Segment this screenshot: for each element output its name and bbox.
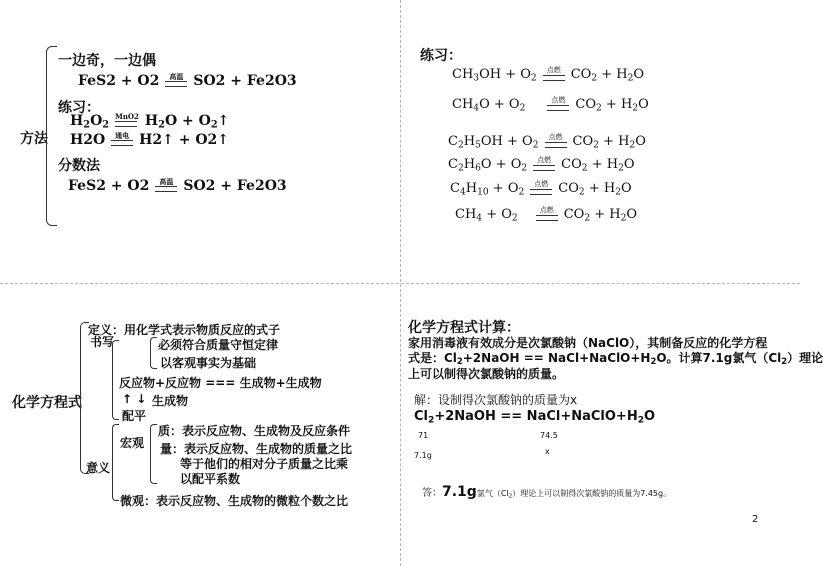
problem-line-1: 家用消毒液有效成分是次氯酸钠（NaClO），其制备反应的化学方程: [408, 336, 768, 350]
equation-4: FeS2 + O2 高温 SO2 + Fe2O3: [68, 177, 287, 194]
writing-brace: [112, 340, 119, 420]
practice-equation: $CH_4O + O_2$点燃 $CO_2 + H_2O$: [452, 96, 649, 114]
calc-equation: $Cl_2+2NaOH$ == $NaCl+NaClO+H_2O$: [414, 409, 656, 426]
equation-1: FeS2 + O2 高温 SO2 + Fe2O3: [78, 72, 297, 89]
rules-brace: [150, 337, 157, 369]
formula-template: 反应物+反应物 === 生成物+生成物: [119, 376, 322, 390]
macro-quality: 质：表示反应物、生成物及反应条件: [158, 424, 351, 438]
equation-2: $H_2O_2MnO2$ $H_2O$ + $O_2↑$: [70, 112, 230, 131]
macro-label: 宏观: [120, 436, 145, 450]
macro-brace: [150, 424, 157, 484]
problem-line-2: 式是：$Cl_2+2NaOH$ == $NaCl+NaClO+H_2O$。计算7.1g氯气$(Cl_2)$理论: [408, 351, 823, 367]
methods-title: 方法: [20, 131, 48, 147]
horizontal-divider: [0, 283, 800, 284]
product-label: 生成物: [152, 394, 189, 408]
given-mass: 7.1g: [414, 451, 432, 460]
practice-heading: 练习：: [58, 100, 100, 116]
meaning-brace: [112, 424, 119, 501]
definition: 定义：用化学式表示物质反应的式子: [88, 323, 281, 337]
meaning-label: 意义: [86, 461, 111, 475]
practice-equation: $C_2H_5OH + O_2$点燃 $CO_2 + H_2O$: [448, 133, 646, 151]
molar-mass-naclo: 74.5: [540, 431, 558, 440]
macro-quantity-1: 量：表示反应物、生成物的质量之比: [160, 442, 353, 456]
macro-quantity-2: 等于他们的相对分子质量之比乘: [180, 457, 349, 471]
problem-line-3: 上可以制得次氯酸钠的质量。: [408, 367, 565, 381]
page-number: 2: [752, 514, 759, 525]
solution-setup: 解：设制得次氯酸钠的质量为x: [414, 393, 578, 407]
macro-quantity-3: 以配平系数: [180, 472, 241, 486]
practice-equation: $C_2H_6O + O_2$点燃 $CO_2 + H_2O$: [448, 156, 635, 174]
equation-3: H2O 通电 H2↑ + O2↑: [70, 131, 230, 148]
fraction-method: 分数法: [58, 158, 100, 174]
rule-mass-conservation: 必须符合质量守恒定律: [158, 338, 279, 352]
concept-brace: [80, 322, 89, 474]
molar-mass-cl2: 71: [418, 431, 429, 440]
calc-title: 化学方程式计算：: [408, 320, 520, 336]
methods-brace: [46, 46, 57, 226]
arrow-symbols: ↑ ↓: [122, 392, 147, 406]
practice-equation: $CH_3OH + O_2$点燃 $CO_2 + H_2O$: [452, 66, 645, 84]
unknown-x: x: [545, 447, 550, 456]
method-odd-even: 一边奇，一边偶: [58, 53, 156, 69]
practice-equation: $C_4H_{10} + O_2$点燃 $CO_2 + H_2O$: [450, 180, 632, 198]
balance-label: 配平: [122, 409, 147, 423]
writing-label: 书写: [90, 335, 115, 349]
practice-equation: $CH_4 + O_2$点燃 $CO_2 + H_2O$: [455, 206, 638, 224]
rule-objective-fact: 以客观事实为基础: [160, 356, 257, 370]
answer: 答：7.1g氯气$(Cl_2)$理论上可以制得次氯酸钠的质量为7.45g。: [422, 484, 672, 500]
concept-root: 化学方程式: [12, 395, 82, 411]
micro-meaning: 微观：表示反应物、生成物的微粒个数之比: [120, 494, 349, 508]
practice-title: 练习：: [420, 48, 462, 64]
